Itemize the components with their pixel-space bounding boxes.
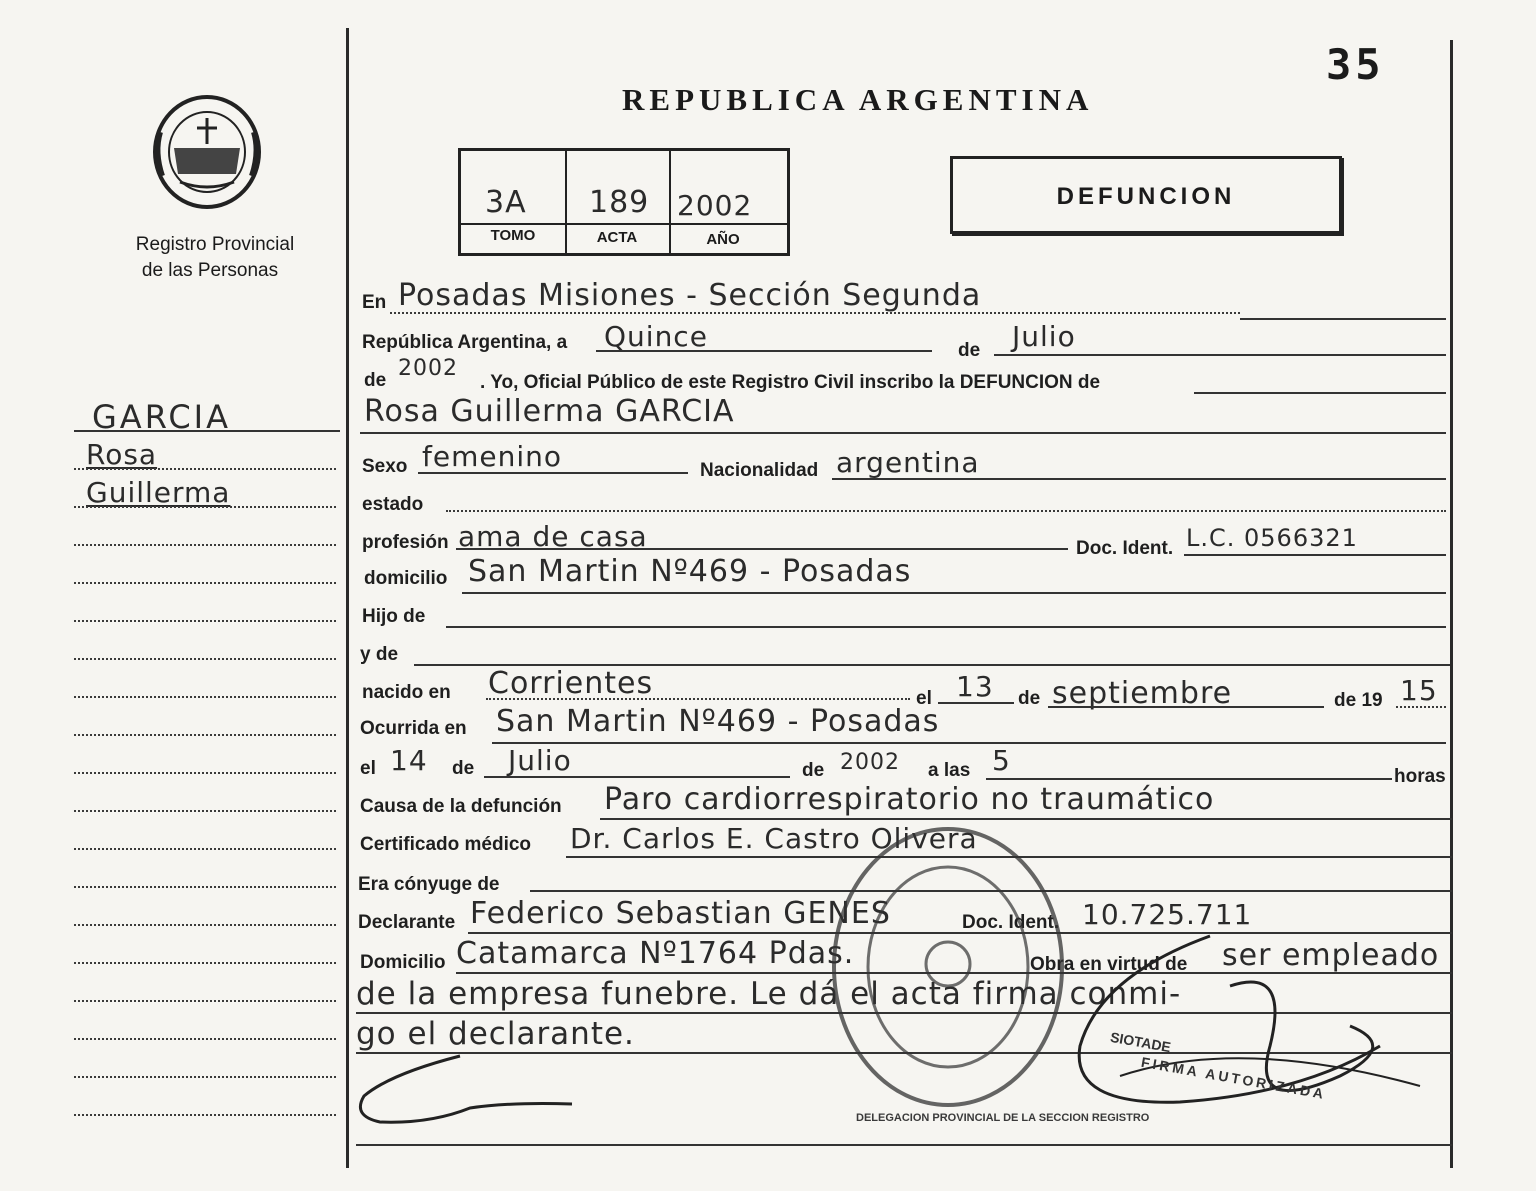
nacido-de-label: de — [1018, 688, 1041, 709]
ocurrida-label: Ocurrida en — [360, 718, 467, 739]
nacionalidad-label: Nacionalidad — [700, 460, 819, 481]
sexo-rule — [418, 472, 688, 474]
official-stamp — [826, 822, 1070, 1112]
domicilio-label: domicilio — [364, 568, 448, 589]
margin-dots-6 — [74, 658, 336, 660]
anio-label: AÑO — [706, 231, 740, 248]
nacido-anio-label: de 19 — [1334, 690, 1383, 711]
margin-dots-1 — [74, 468, 336, 470]
sexo-label: Sexo — [362, 456, 408, 477]
en-rule — [1240, 318, 1446, 320]
margin-dots-7 — [74, 696, 336, 698]
domicilio-rule — [462, 592, 1446, 594]
official-signature — [1040, 926, 1440, 1126]
en-value: Posadas Misiones - Sección Segunda — [398, 278, 982, 313]
year-line-text: . Yo, Oficial Público de este Registro Civil inscribo la DEFUNCION de — [480, 372, 1101, 393]
margin-dots-4 — [74, 582, 336, 584]
yde-label: y de — [360, 644, 399, 665]
certificado-label: Certificado médico — [360, 834, 532, 855]
agency-line-1: Registro Provincial — [135, 234, 295, 255]
doc-label: Doc. Ident. — [1076, 538, 1174, 559]
fecha-el-label: el — [360, 758, 376, 779]
margin-dots-2 — [74, 506, 336, 508]
republica-de-label: de — [958, 340, 981, 361]
left-border-line — [346, 28, 349, 1168]
margin-dots-9 — [74, 772, 336, 774]
margin-given-1: Rosa — [86, 438, 158, 471]
domicilio2-label: Domicilio — [360, 952, 446, 973]
margin-dots-3 — [74, 544, 336, 546]
declarante-doc: 10.725.711 — [1082, 898, 1253, 931]
en-label: En — [362, 292, 387, 313]
month-rule — [994, 354, 1446, 356]
estado-dots — [446, 510, 1446, 512]
profesion-rule — [456, 548, 1068, 550]
margin-dots-11 — [74, 848, 336, 850]
fecha-hora-rule — [986, 778, 1392, 780]
margin-given-2: Guillerma — [86, 476, 231, 509]
ref-divider-2 — [669, 151, 671, 253]
year-value: 2002 — [398, 356, 458, 381]
act-type-box — [950, 156, 1342, 234]
fecha-hora: 5 — [992, 744, 1011, 777]
reference-box — [458, 148, 790, 256]
declarant-signature — [350, 1052, 580, 1132]
margin-dots-14 — [74, 962, 336, 964]
act-type-label: DEFUNCION — [1056, 183, 1236, 210]
continuation-line-1: de la empresa funebre. Le dá el acta firma conmi- — [356, 976, 1182, 1012]
obra-value: ser empleado — [1222, 938, 1440, 973]
tomo-label: TOMO — [490, 227, 536, 244]
ocurrida-value: San Martin Nº469 - Posadas — [496, 704, 940, 739]
nacido-dia-rule — [938, 702, 1014, 704]
domicilio2-value: Catamarca Nº1764 Pdas. — [456, 936, 855, 971]
margin-dots-12 — [74, 886, 336, 888]
republica-label: República Argentina, a — [362, 332, 568, 353]
bottom-rule — [356, 1144, 1452, 1146]
nacido-el-label: el — [916, 688, 932, 709]
causa-rule — [600, 818, 1452, 820]
tomo-value: 3A — [485, 185, 527, 220]
profesion-value: ama de casa — [458, 520, 648, 553]
causa-value: Paro cardiorrespiratorio no traumático — [604, 782, 1215, 817]
ocurrida-rule — [492, 742, 1446, 744]
fecha-de-label: de — [452, 758, 475, 779]
obra-label: Obra en virtud de — [1030, 954, 1188, 975]
province-seal — [150, 92, 265, 210]
doc-rule — [1184, 554, 1446, 556]
margin-dots-5 — [74, 620, 336, 622]
fecha-mes: Julio — [508, 744, 572, 777]
nacido-mes: septiembre — [1052, 676, 1233, 711]
deceased-name: Rosa Guillerma GARCIA — [364, 394, 735, 429]
margin-dots-17 — [74, 1076, 336, 1078]
margin-dots-16 — [74, 1038, 336, 1040]
year-de-label: de — [364, 370, 387, 391]
margin-dots-8 — [74, 734, 336, 736]
continuation-line-2: go el declarante. — [356, 1016, 635, 1052]
month-value: Julio — [1012, 320, 1076, 353]
certificado-value: Dr. Carlos E. Castro Olivera — [570, 822, 978, 855]
domicilio-value: San Martin Nº469 - Posadas — [468, 554, 912, 589]
day-rule — [596, 350, 932, 352]
nacido-mes-rule — [1048, 706, 1324, 708]
estado-label: estado — [362, 494, 424, 515]
page-number: 35 — [1326, 40, 1385, 89]
margin-dots-15 — [74, 1000, 336, 1002]
firma-stamp-line-1: SIOTADE — [1109, 1028, 1173, 1056]
nacido-anio: 15 — [1400, 674, 1438, 707]
declarante-label: Declarante — [358, 912, 456, 933]
margin-dots-13 — [74, 924, 336, 926]
nacido-anio-dots — [1396, 706, 1446, 708]
fecha-de2-label: de — [802, 760, 825, 781]
causa-label: Causa de la defunción — [360, 796, 562, 817]
nacido-value: Corrientes — [488, 666, 654, 701]
acta-value: 189 — [589, 185, 650, 220]
fecha-alas-label: a las — [928, 760, 971, 781]
agency-line-2: de las Personas — [141, 260, 279, 281]
margin-rule-0 — [74, 430, 340, 432]
nacido-label: nacido en — [362, 682, 451, 703]
margin-dots-10 — [74, 810, 336, 812]
doc-value: L.C. 0566321 — [1186, 524, 1358, 552]
en-dots — [390, 312, 1240, 314]
conyuge-label: Era cónyuge de — [358, 874, 500, 895]
stamp-text: DELEGACION PROVINCIAL DE LA SECCION REGISTRO — [856, 1112, 1150, 1124]
fecha-mes-rule — [484, 776, 790, 778]
right-border-line — [1450, 40, 1453, 1168]
sexo-value: femenino — [422, 440, 562, 473]
fecha-dia: 14 — [390, 744, 428, 777]
firma-stamp-line-2: FIRMA AUTORIZADA — [1140, 1053, 1328, 1103]
ref-label-rule — [461, 223, 787, 225]
anio-value: 2002 — [677, 189, 753, 222]
margin-dots-18 — [74, 1114, 336, 1116]
hijo-label: Hijo de — [362, 606, 426, 627]
margin-surname: GARCIA — [92, 398, 231, 436]
nacido-dia: 13 — [956, 670, 994, 703]
day-value: Quince — [604, 320, 708, 353]
nacido-dots — [486, 698, 910, 700]
fecha-anio: 2002 — [840, 750, 900, 775]
acta-label: ACTA — [596, 229, 638, 246]
declarante-value: Federico Sebastian GENES — [470, 896, 891, 931]
declarante-doc-label: Doc. Ident. — [962, 912, 1060, 933]
deceased-rule — [360, 432, 1446, 434]
horas-label: horas — [1394, 766, 1446, 787]
nacionalidad-rule — [832, 478, 1446, 480]
profesion-label: profesión — [362, 532, 449, 553]
country-title: REPUBLICA ARGENTINA — [622, 82, 1094, 117]
year-line-rule — [1194, 392, 1446, 394]
hijo-rule — [446, 626, 1446, 628]
nacionalidad-value: argentina — [836, 446, 980, 479]
